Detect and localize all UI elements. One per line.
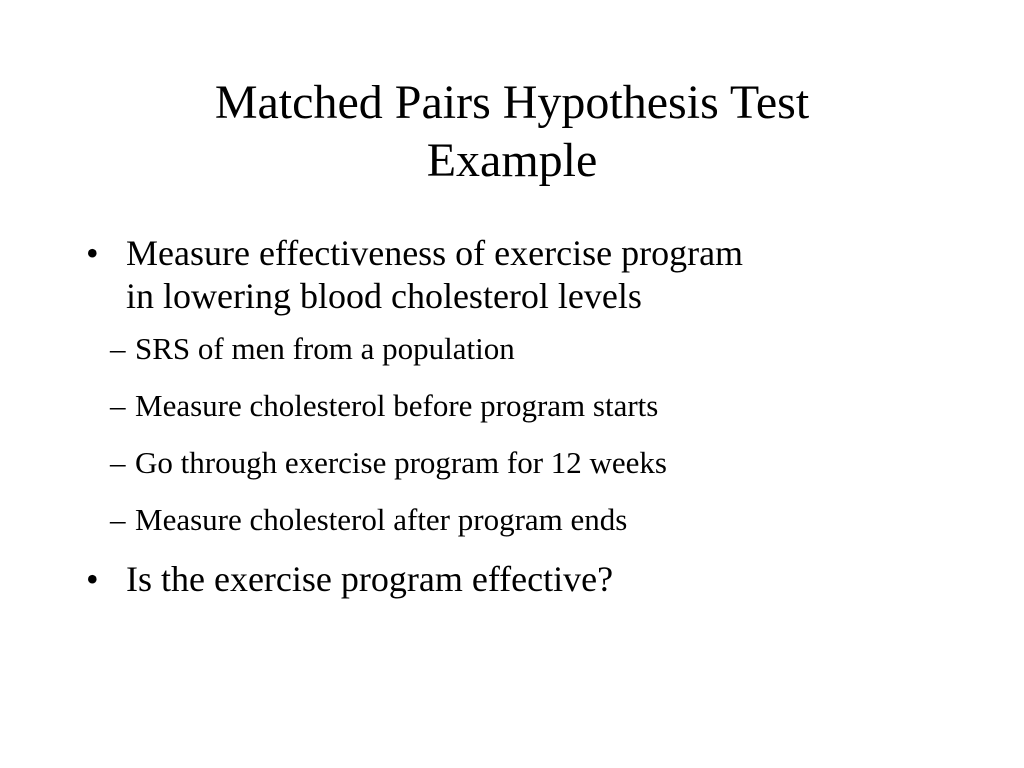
slide-title-line-2: Example — [426, 134, 598, 187]
sub-bullet-glyph: – — [110, 445, 126, 480]
sub-bullet-glyph: – — [110, 331, 126, 366]
bullet-item-1 — [84, 232, 964, 538]
sub-bullet-text: Measure cholesterol before program starts — [135, 388, 659, 423]
sub-bullet-item-3 — [102, 444, 964, 481]
sub-bullet-glyph: – — [110, 388, 126, 423]
sub-bullet-item-1 — [102, 330, 964, 367]
sub-bullet-text: SRS of men from a population — [135, 331, 515, 366]
slide-body — [84, 232, 964, 601]
bullet-text-line-1: Is the exercise program effective? — [126, 559, 614, 599]
slide-title-line-1: Matched Pairs Hypothesis Test — [214, 76, 810, 129]
bullet-glyph: • — [86, 559, 99, 599]
bullet-glyph: • — [86, 233, 99, 273]
sub-bullet-glyph: – — [110, 502, 126, 537]
slide-title — [80, 74, 944, 190]
sub-bullet-text: Measure cholesterol after program ends — [135, 502, 628, 537]
sub-bullet-list — [110, 330, 964, 538]
bullet-item-2 — [84, 558, 964, 601]
bullet-text — [126, 232, 964, 318]
bullet-text — [126, 558, 964, 601]
bullet-text-line-1: Measure effectiveness of exercise program — [126, 233, 744, 273]
bullet-text-line-2: in lowering blood cholesterol levels — [126, 276, 642, 316]
sub-bullet-item-2 — [102, 387, 964, 424]
sub-bullet-item-4 — [102, 501, 964, 538]
sub-bullet-text: Go through exercise program for 12 weeks — [135, 445, 667, 480]
